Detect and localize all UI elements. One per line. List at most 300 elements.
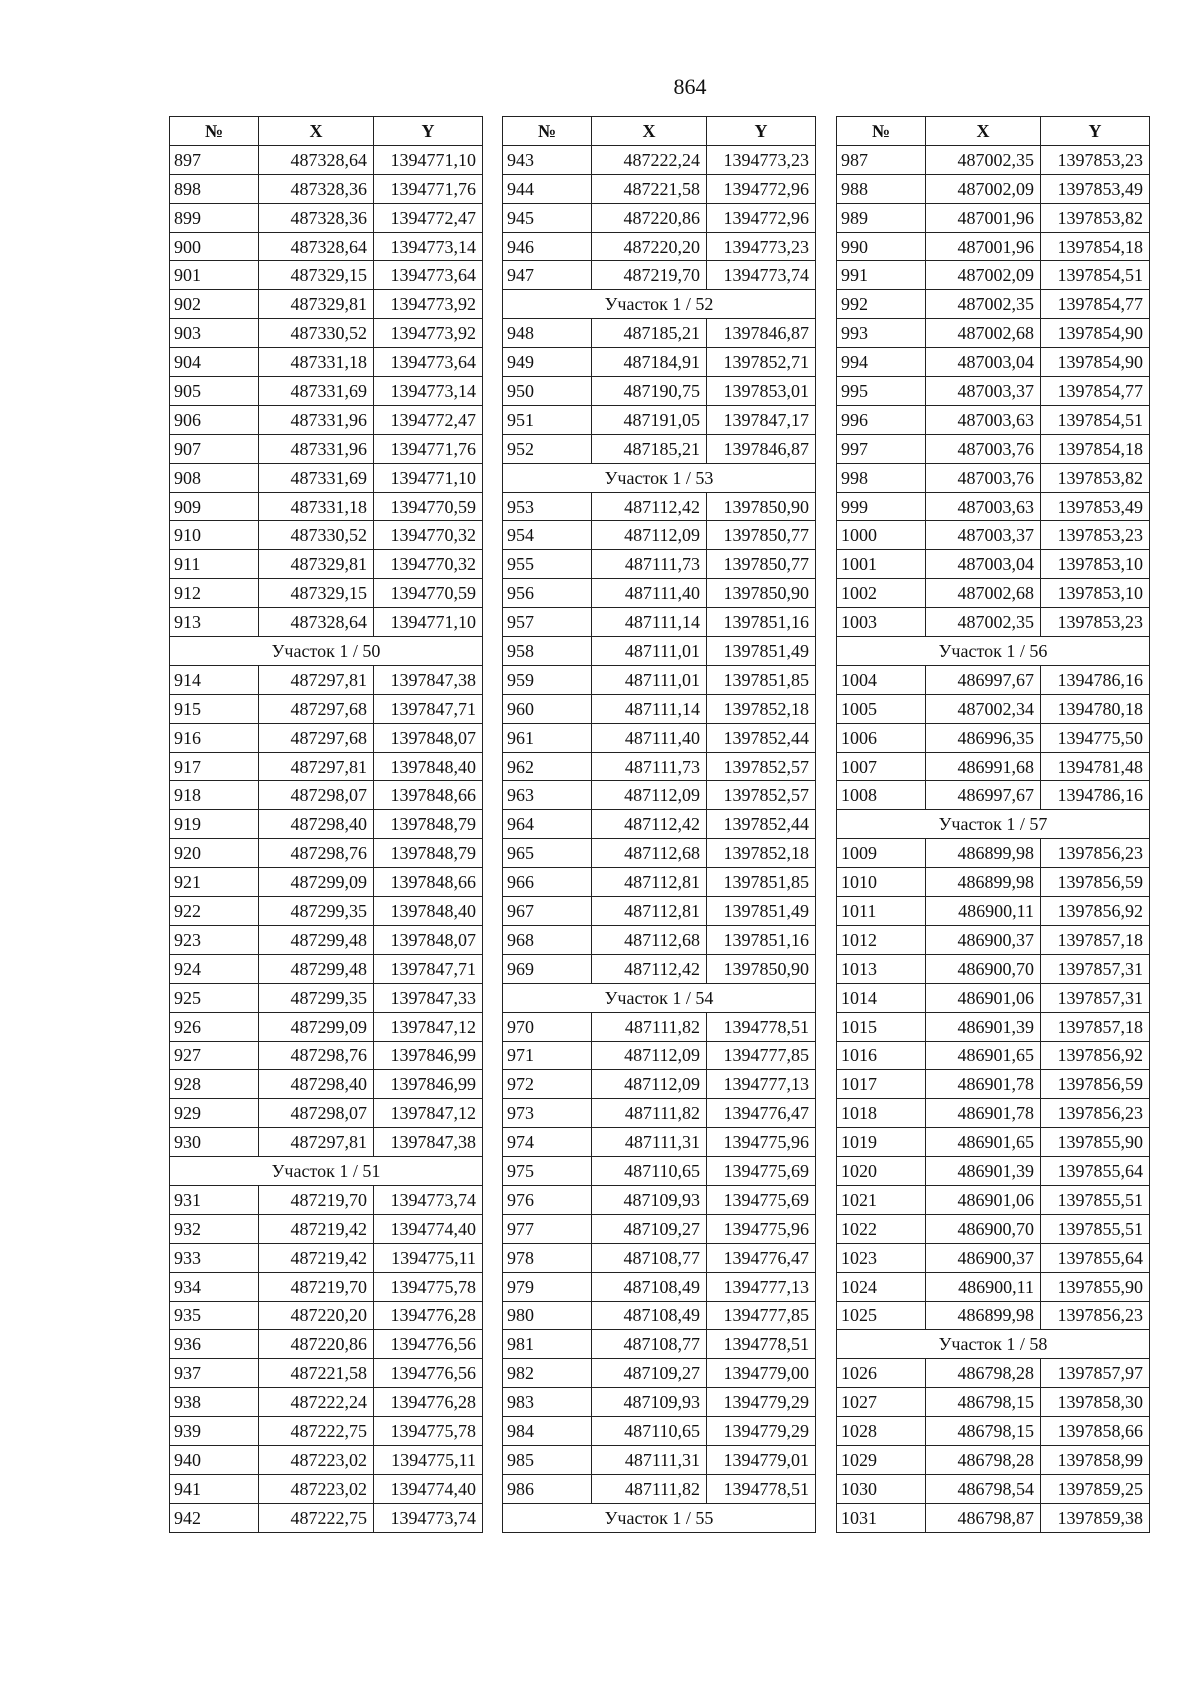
table-row — [837, 781, 1150, 810]
x-coordinate: 487299,48 — [259, 954, 374, 983]
x-coordinate: 486901,39 — [926, 1157, 1041, 1186]
point-number: 919 — [170, 810, 259, 839]
section-row — [503, 983, 816, 1012]
point-number: 965 — [503, 839, 592, 868]
x-coordinate: 487111,82 — [592, 1099, 707, 1128]
y-coordinate: 1394771,76 — [374, 434, 483, 463]
y-coordinate: 1397847,71 — [374, 954, 483, 983]
table-row — [837, 261, 1150, 290]
x-coordinate: 487111,40 — [592, 579, 707, 608]
table-row — [170, 174, 483, 203]
table-row — [170, 521, 483, 550]
y-coordinate: 1394775,78 — [374, 1272, 483, 1301]
point-number: 939 — [170, 1417, 259, 1446]
y-coordinate: 1397855,64 — [1041, 1157, 1150, 1186]
x-coordinate: 487110,65 — [592, 1417, 707, 1446]
y-coordinate: 1397851,49 — [707, 897, 816, 926]
point-number: 1011 — [837, 897, 926, 926]
point-number: 947 — [503, 261, 592, 290]
point-number: 1000 — [837, 521, 926, 550]
table-row — [170, 723, 483, 752]
x-coordinate: 487002,09 — [926, 174, 1041, 203]
table-row — [503, 1012, 816, 1041]
y-coordinate: 1394780,18 — [1041, 694, 1150, 723]
table-row — [503, 1445, 816, 1474]
x-coordinate: 487222,24 — [259, 1388, 374, 1417]
x-coordinate: 487331,69 — [259, 463, 374, 492]
point-number: 1010 — [837, 868, 926, 897]
table-row — [837, 839, 1150, 868]
point-number: 916 — [170, 723, 259, 752]
table-row — [503, 665, 816, 694]
point-number: 984 — [503, 1417, 592, 1446]
x-coordinate: 486901,65 — [926, 1041, 1041, 1070]
point-number: 901 — [170, 261, 259, 290]
table-row — [503, 1301, 816, 1330]
table-row — [503, 925, 816, 954]
point-number: 912 — [170, 579, 259, 608]
x-coordinate: 487219,70 — [259, 1272, 374, 1301]
x-coordinate: 487111,82 — [592, 1012, 707, 1041]
y-coordinate: 1397846,87 — [707, 434, 816, 463]
table-row — [503, 810, 816, 839]
x-coordinate: 487001,96 — [926, 203, 1041, 232]
table-row — [837, 868, 1150, 897]
x-coordinate: 486798,15 — [926, 1388, 1041, 1417]
x-coordinate: 487329,15 — [259, 579, 374, 608]
y-coordinate: 1397853,10 — [1041, 579, 1150, 608]
x-coordinate: 487002,35 — [926, 608, 1041, 637]
table-row — [837, 492, 1150, 521]
x-coordinate: 487330,52 — [259, 521, 374, 550]
y-coordinate: 1397854,18 — [1041, 434, 1150, 463]
x-coordinate: 487001,96 — [926, 232, 1041, 261]
point-number: 937 — [170, 1359, 259, 1388]
x-coordinate: 487003,37 — [926, 521, 1041, 550]
y-coordinate: 1397856,59 — [1041, 868, 1150, 897]
y-coordinate: 1397853,82 — [1041, 203, 1150, 232]
x-coordinate: 486996,35 — [926, 723, 1041, 752]
point-number: 983 — [503, 1388, 592, 1417]
y-coordinate: 1394777,13 — [707, 1272, 816, 1301]
point-number: 964 — [503, 810, 592, 839]
y-coordinate: 1397853,23 — [1041, 145, 1150, 174]
y-coordinate: 1397853,82 — [1041, 463, 1150, 492]
y-coordinate: 1397857,18 — [1041, 925, 1150, 954]
y-coordinate: 1394776,47 — [707, 1243, 816, 1272]
x-coordinate: 486900,11 — [926, 897, 1041, 926]
table-row — [503, 174, 816, 203]
y-coordinate: 1394771,10 — [374, 145, 483, 174]
y-coordinate: 1397847,71 — [374, 694, 483, 723]
table-row — [837, 1157, 1150, 1186]
x-coordinate: 487112,42 — [592, 954, 707, 983]
point-number: 952 — [503, 434, 592, 463]
y-coordinate: 1397858,99 — [1041, 1445, 1150, 1474]
x-coordinate: 487112,68 — [592, 839, 707, 868]
table-row — [170, 232, 483, 261]
y-coordinate: 1394771,10 — [374, 608, 483, 637]
x-coordinate: 487299,35 — [259, 983, 374, 1012]
table-row — [837, 377, 1150, 406]
x-coordinate: 487297,68 — [259, 723, 374, 752]
y-coordinate: 1394777,85 — [707, 1041, 816, 1070]
point-number: 913 — [170, 608, 259, 637]
x-coordinate: 487299,09 — [259, 868, 374, 897]
point-number: 1009 — [837, 839, 926, 868]
section-row — [837, 1330, 1150, 1359]
y-coordinate: 1394778,51 — [707, 1474, 816, 1503]
point-number: 989 — [837, 203, 926, 232]
point-number: 978 — [503, 1243, 592, 1272]
table-row — [503, 579, 816, 608]
coordinates-table-left — [169, 116, 483, 1533]
table-row — [837, 665, 1150, 694]
point-number: 991 — [837, 261, 926, 290]
table-row — [170, 897, 483, 926]
y-coordinate: 1397854,51 — [1041, 405, 1150, 434]
y-coordinate: 1397850,90 — [707, 954, 816, 983]
y-coordinate: 1397852,57 — [707, 752, 816, 781]
x-coordinate: 487219,70 — [592, 261, 707, 290]
table-row — [837, 1243, 1150, 1272]
header-row — [837, 117, 1150, 146]
table-row — [837, 434, 1150, 463]
x-coordinate: 487108,77 — [592, 1330, 707, 1359]
table-row — [170, 290, 483, 319]
x-coordinate: 486997,67 — [926, 665, 1041, 694]
y-coordinate: 1397847,17 — [707, 405, 816, 434]
point-number: 1008 — [837, 781, 926, 810]
table-row — [503, 1185, 816, 1214]
y-coordinate: 1394773,14 — [374, 377, 483, 406]
point-number: 906 — [170, 405, 259, 434]
table-row — [837, 1301, 1150, 1330]
point-number: 960 — [503, 694, 592, 723]
y-coordinate: 1397858,30 — [1041, 1388, 1150, 1417]
x-coordinate: 487331,96 — [259, 434, 374, 463]
y-coordinate: 1397859,38 — [1041, 1503, 1150, 1532]
y-coordinate: 1394775,78 — [374, 1417, 483, 1446]
section-row — [170, 637, 483, 666]
point-number: 898 — [170, 174, 259, 203]
y-coordinate: 1394773,23 — [707, 145, 816, 174]
x-coordinate: 487111,14 — [592, 608, 707, 637]
coordinates-table-middle — [502, 116, 816, 1533]
point-number: 979 — [503, 1272, 592, 1301]
table-row — [503, 694, 816, 723]
point-number: 922 — [170, 897, 259, 926]
y-coordinate: 1394770,32 — [374, 521, 483, 550]
x-coordinate: 486798,28 — [926, 1359, 1041, 1388]
x-coordinate: 487298,40 — [259, 810, 374, 839]
y-coordinate: 1397847,33 — [374, 983, 483, 1012]
point-number: 931 — [170, 1185, 259, 1214]
table-row — [170, 1128, 483, 1157]
point-number: 1013 — [837, 954, 926, 983]
table-row — [503, 550, 816, 579]
point-number: 998 — [837, 463, 926, 492]
y-coordinate: 1397852,57 — [707, 781, 816, 810]
table-row — [503, 868, 816, 897]
point-number: 981 — [503, 1330, 592, 1359]
header-num: № — [170, 117, 259, 146]
x-coordinate: 487109,27 — [592, 1359, 707, 1388]
x-coordinate: 487112,81 — [592, 897, 707, 926]
x-coordinate: 487191,05 — [592, 405, 707, 434]
table-row — [837, 925, 1150, 954]
y-coordinate: 1397856,59 — [1041, 1070, 1150, 1099]
point-number: 1020 — [837, 1157, 926, 1186]
y-coordinate: 1394775,96 — [707, 1128, 816, 1157]
table-row — [837, 463, 1150, 492]
point-number: 968 — [503, 925, 592, 954]
x-coordinate: 487112,68 — [592, 925, 707, 954]
y-coordinate: 1397850,90 — [707, 579, 816, 608]
y-coordinate: 1397856,23 — [1041, 1301, 1150, 1330]
point-number: 999 — [837, 492, 926, 521]
x-coordinate: 487003,76 — [926, 434, 1041, 463]
table-row — [837, 521, 1150, 550]
table-row — [503, 1128, 816, 1157]
section-row — [170, 1157, 483, 1186]
x-coordinate: 487298,40 — [259, 1070, 374, 1099]
point-number: 899 — [170, 203, 259, 232]
x-coordinate: 487219,42 — [259, 1214, 374, 1243]
y-coordinate: 1397846,87 — [707, 319, 816, 348]
y-coordinate: 1394776,47 — [707, 1099, 816, 1128]
header-row — [503, 117, 816, 146]
point-number: 975 — [503, 1157, 592, 1186]
x-coordinate: 486900,11 — [926, 1272, 1041, 1301]
point-number: 992 — [837, 290, 926, 319]
point-number: 908 — [170, 463, 259, 492]
table-row — [170, 983, 483, 1012]
y-coordinate: 1394781,48 — [1041, 752, 1150, 781]
point-number: 1001 — [837, 550, 926, 579]
section-title: Участок 1 / 50 — [170, 637, 483, 666]
x-coordinate: 487003,76 — [926, 463, 1041, 492]
table-row — [503, 203, 816, 232]
y-coordinate: 1397848,07 — [374, 723, 483, 752]
y-coordinate: 1394779,00 — [707, 1359, 816, 1388]
point-number: 1030 — [837, 1474, 926, 1503]
y-coordinate: 1397858,66 — [1041, 1417, 1150, 1446]
table-row — [503, 319, 816, 348]
y-coordinate: 1397847,38 — [374, 665, 483, 694]
x-coordinate: 487299,48 — [259, 925, 374, 954]
point-number: 961 — [503, 723, 592, 752]
y-coordinate: 1397851,16 — [707, 925, 816, 954]
point-number: 926 — [170, 1012, 259, 1041]
x-coordinate: 487328,64 — [259, 145, 374, 174]
point-number: 936 — [170, 1330, 259, 1359]
y-coordinate: 1394773,74 — [707, 261, 816, 290]
point-number: 942 — [170, 1503, 259, 1532]
x-coordinate: 487222,24 — [592, 145, 707, 174]
x-coordinate: 487330,52 — [259, 319, 374, 348]
point-number: 1027 — [837, 1388, 926, 1417]
y-coordinate: 1397853,01 — [707, 377, 816, 406]
y-coordinate: 1397848,40 — [374, 752, 483, 781]
table-row — [503, 1474, 816, 1503]
point-number: 923 — [170, 925, 259, 954]
x-coordinate: 487003,63 — [926, 405, 1041, 434]
section-row — [503, 1503, 816, 1532]
y-coordinate: 1394770,59 — [374, 579, 483, 608]
table-row — [837, 319, 1150, 348]
table-row — [837, 1012, 1150, 1041]
y-coordinate: 1397854,77 — [1041, 377, 1150, 406]
y-coordinate: 1397850,77 — [707, 521, 816, 550]
y-coordinate: 1397854,18 — [1041, 232, 1150, 261]
table-row — [170, 377, 483, 406]
x-coordinate: 486900,37 — [926, 1243, 1041, 1272]
point-number: 987 — [837, 145, 926, 174]
y-coordinate: 1394772,96 — [707, 174, 816, 203]
table-row — [170, 1301, 483, 1330]
table-row — [837, 1474, 1150, 1503]
y-coordinate: 1397856,92 — [1041, 1041, 1150, 1070]
point-number: 990 — [837, 232, 926, 261]
point-number: 955 — [503, 550, 592, 579]
x-coordinate: 487185,21 — [592, 319, 707, 348]
point-number: 946 — [503, 232, 592, 261]
table-row — [837, 348, 1150, 377]
x-coordinate: 487297,81 — [259, 665, 374, 694]
x-coordinate: 487111,14 — [592, 694, 707, 723]
point-number: 902 — [170, 290, 259, 319]
table-row — [170, 1330, 483, 1359]
y-coordinate: 1394777,85 — [707, 1301, 816, 1330]
x-coordinate: 487109,27 — [592, 1214, 707, 1243]
y-coordinate: 1394773,92 — [374, 319, 483, 348]
x-coordinate: 486798,28 — [926, 1445, 1041, 1474]
point-number: 933 — [170, 1243, 259, 1272]
y-coordinate: 1397852,18 — [707, 694, 816, 723]
point-number: 897 — [170, 145, 259, 174]
x-coordinate: 487111,73 — [592, 752, 707, 781]
x-coordinate: 487223,02 — [259, 1474, 374, 1503]
table-row — [503, 1099, 816, 1128]
point-number: 976 — [503, 1185, 592, 1214]
table-row — [170, 1099, 483, 1128]
table-row — [837, 174, 1150, 203]
x-coordinate: 487002,68 — [926, 319, 1041, 348]
x-coordinate: 487297,68 — [259, 694, 374, 723]
table-row — [503, 1243, 816, 1272]
x-coordinate: 486798,87 — [926, 1503, 1041, 1532]
x-coordinate: 487298,76 — [259, 839, 374, 868]
y-coordinate: 1394775,11 — [374, 1445, 483, 1474]
x-coordinate: 487329,81 — [259, 550, 374, 579]
point-number: 974 — [503, 1128, 592, 1157]
point-number: 985 — [503, 1445, 592, 1474]
point-number: 957 — [503, 608, 592, 637]
y-coordinate: 1397853,49 — [1041, 174, 1150, 203]
section-title: Участок 1 / 54 — [503, 983, 816, 1012]
y-coordinate: 1397850,90 — [707, 492, 816, 521]
y-coordinate: 1397859,25 — [1041, 1474, 1150, 1503]
x-coordinate: 487329,15 — [259, 261, 374, 290]
x-coordinate: 487111,40 — [592, 723, 707, 752]
point-number: 1018 — [837, 1099, 926, 1128]
section-title: Участок 1 / 58 — [837, 1330, 1150, 1359]
x-coordinate: 486901,78 — [926, 1099, 1041, 1128]
x-coordinate: 486901,39 — [926, 1012, 1041, 1041]
point-number: 980 — [503, 1301, 592, 1330]
table-row — [837, 1445, 1150, 1474]
x-coordinate: 487111,31 — [592, 1128, 707, 1157]
point-number: 1031 — [837, 1503, 926, 1532]
x-coordinate: 487002,68 — [926, 579, 1041, 608]
x-coordinate: 487223,02 — [259, 1445, 374, 1474]
y-coordinate: 1394773,74 — [374, 1503, 483, 1532]
x-coordinate: 487297,81 — [259, 1128, 374, 1157]
table-row — [170, 868, 483, 897]
point-number: 970 — [503, 1012, 592, 1041]
y-coordinate: 1394775,11 — [374, 1243, 483, 1272]
point-number: 1016 — [837, 1041, 926, 1070]
section-row — [837, 810, 1150, 839]
table-row — [837, 752, 1150, 781]
y-coordinate: 1394778,51 — [707, 1012, 816, 1041]
x-coordinate: 487112,42 — [592, 492, 707, 521]
header-x: X — [926, 117, 1041, 146]
point-number: 915 — [170, 694, 259, 723]
point-number: 977 — [503, 1214, 592, 1243]
header-y: Y — [707, 117, 816, 146]
x-coordinate: 487190,75 — [592, 377, 707, 406]
point-number: 1003 — [837, 608, 926, 637]
header-x: X — [259, 117, 374, 146]
x-coordinate: 487184,91 — [592, 348, 707, 377]
table-row — [170, 1474, 483, 1503]
x-coordinate: 487297,81 — [259, 752, 374, 781]
y-coordinate: 1397853,10 — [1041, 550, 1150, 579]
point-number: 962 — [503, 752, 592, 781]
point-number: 1021 — [837, 1185, 926, 1214]
x-coordinate: 487331,18 — [259, 492, 374, 521]
x-coordinate: 487003,04 — [926, 550, 1041, 579]
table-row — [170, 694, 483, 723]
point-number: 943 — [503, 145, 592, 174]
table-row — [837, 1128, 1150, 1157]
y-coordinate: 1394779,29 — [707, 1388, 816, 1417]
y-coordinate: 1397855,90 — [1041, 1128, 1150, 1157]
point-number: 982 — [503, 1359, 592, 1388]
point-number: 1022 — [837, 1214, 926, 1243]
point-number: 958 — [503, 637, 592, 666]
table-row — [503, 348, 816, 377]
point-number: 994 — [837, 348, 926, 377]
table-row — [503, 781, 816, 810]
table-row — [837, 1359, 1150, 1388]
y-coordinate: 1394777,13 — [707, 1070, 816, 1099]
x-coordinate: 487328,36 — [259, 203, 374, 232]
table-row — [503, 1272, 816, 1301]
table-row — [170, 463, 483, 492]
y-coordinate: 1397851,85 — [707, 665, 816, 694]
point-number: 945 — [503, 203, 592, 232]
y-coordinate: 1394773,23 — [707, 232, 816, 261]
table-row — [837, 897, 1150, 926]
table-row — [170, 1445, 483, 1474]
page-number: 864 — [673, 74, 707, 99]
table-row — [170, 839, 483, 868]
x-coordinate: 487112,42 — [592, 810, 707, 839]
x-coordinate: 487112,09 — [592, 1070, 707, 1099]
